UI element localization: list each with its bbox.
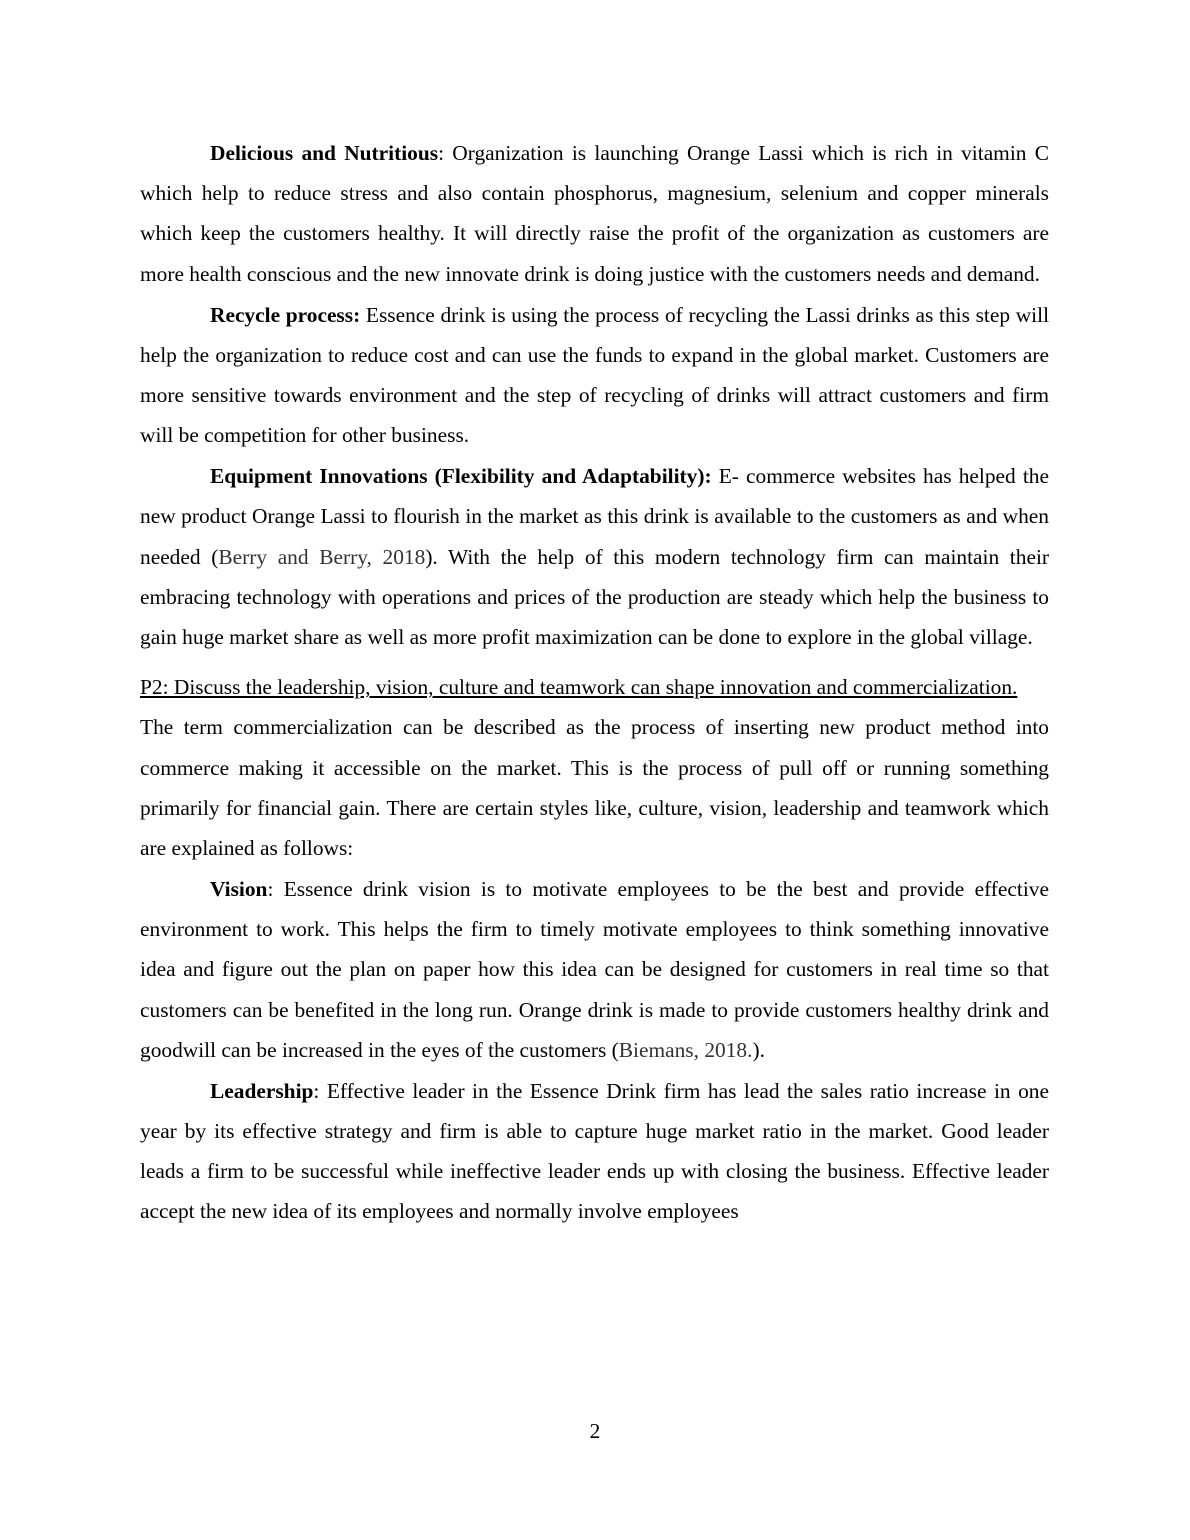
heading-recycle-process: Recycle process: [210,302,361,327]
heading-vision: Vision [210,877,268,902]
heading-leadership: Leadership [210,1078,314,1103]
citation-berry: Berry and Berry, 2018 [218,544,426,569]
citation-biemans: Biemans, 2018. [618,1037,753,1062]
paragraph-commercialization: The term commercialization can be described as the process of inserting new product method into commerce making it accessible on the market. This is the process of pull off or running something primarily for financial gain. There are certain styles like, culture, vision, leadership and teamwork which are explained as follows: [140,715,1049,861]
paragraph-recycle-process [140,295,1049,456]
text-equipment-innovations-part1: E- commerce websites has helped the new product Orange Lassi to flourish in the market as this drink is available to the customers as and when needed ( [140,464,1049,569]
section-heading-p2: P2: Discuss the leadership, vision, culture and teamwork can shape innovation and commercialization. [140,675,1018,700]
text-delicious-nutritious: : Organization is launching Orange Lassi which is rich in vitamin C which help to reduce stress and also contain phosphorus, magnesium, selenium and copper minerals which keep the customers healthy. It will directly raise the profit of the organization as customers are more health conscious and the new innovate drink is doing justice with the customers needs and demand. [140,141,1049,286]
paragraph-delicious-nutritious [140,133,1049,294]
text-equipment-innovations-part2: ). With the help of this modern technology firm can maintain their embracing technology with operations and prices of the production are steady which help the business to gain huge market share as well as more profit maximization can be done to explore in the global village. [140,544,1050,650]
document-body [140,133,1049,1232]
heading-equipment-innovations: Equipment Innovations (Flexibility and Adaptability): [210,464,712,489]
page-number: 2 [589,1419,601,1443]
paragraph-leadership [140,1071,1049,1232]
text-recycle-process: Essence drink is using the process of recycling the Lassi drinks as this step will help the organization to reduce cost and can use the funds to expand in the global market. Customers are more sensitive towards environment and the step of recycling of drinks will attract customers and firm will be competition for other business. [140,302,1050,448]
text-vision-part1: : Essence drink vision is to motivate employees to be the best and provide effective environment to work. This helps the firm to timely motivate employees to think something innovative idea and figure out the plan on paper how this idea can be designed for customers in real time so that customers can be benefited in the long run. Orange drink is made to provide customers healthy drink and goodwill can be increased in the eyes of the customers ( [140,877,1049,1062]
text-vision-part2: ). [752,1037,765,1062]
heading-delicious-nutritious: Delicious and Nutritious [210,141,439,165]
paragraph-equipment-innovations [140,456,1049,657]
text-leadership: : Effective leader in the Essence Drink firm has lead the sales ratio increase in one year by its effective strategy and firm is able to capture huge market ratio in the market. Good leader leads a firm to be successful while ineffective leader ends up with closing the business. Effective leader accept the new idea of its employees and normally involve employees [140,1078,1049,1224]
paragraph-vision [140,869,1049,1070]
